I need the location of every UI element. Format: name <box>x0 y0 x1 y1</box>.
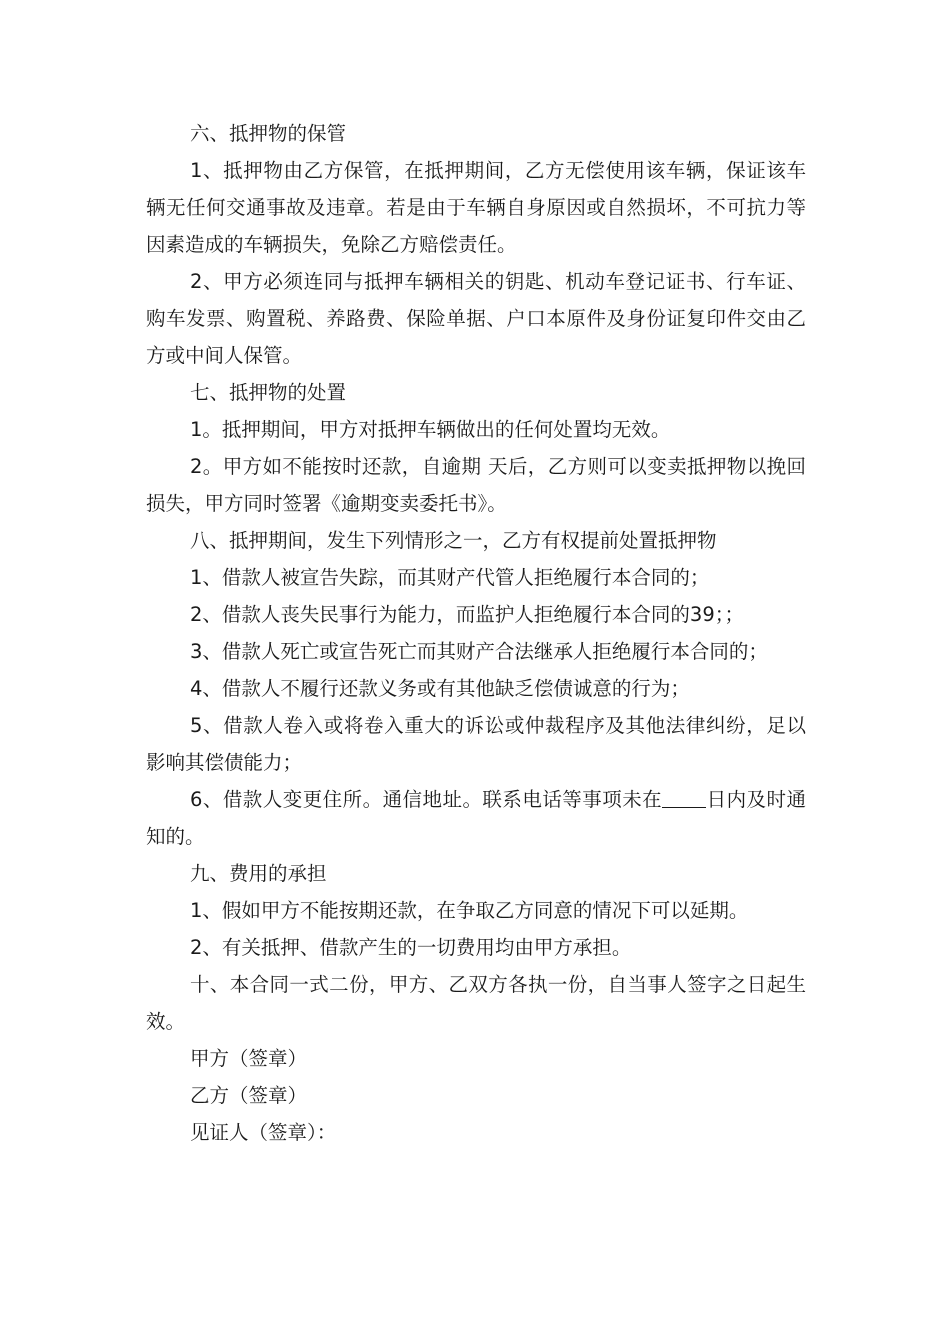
section-heading-expenses: 九、费用的承担 <box>190 862 327 885</box>
disposal-clause-2: 2。甲方如不能按时还款，自逾期 天后，乙方则可以变卖抵押物以挽回损失，甲方同时签署《逾期变卖委托书》。 <box>146 455 806 515</box>
custody-clause-1: 1、抵押物由乙方保管，在抵押期间，乙方无偿使用该车辆，保证该车辆无任何交通事故及违章。若是由于车辆自身原因或自然损坏，不可抗力等因素造成的车辆损失，免除乙方赔偿责任。 <box>146 159 806 256</box>
expenses-clause-1: 1、假如甲方不能按期还款，在争取乙方同意的情况下可以延期。 <box>190 899 749 922</box>
section-heading-custody: 六、抵押物的保管 <box>190 122 347 145</box>
fill-in-blank <box>662 785 706 808</box>
early-disposal-clause-6 <box>146 781 806 855</box>
contract-body <box>146 115 806 1151</box>
early-disposal-clause-1: 1、借款人被宣告失踪，而其财产代管人拒绝履行本合同的； <box>190 566 710 589</box>
early-disposal-clause-3: 3、借款人死亡或宣告死亡而其财产合法继承人拒绝履行本合同的； <box>190 640 768 663</box>
disposal-clause-1: 1。抵押期间，甲方对抵押车辆做出的任何处置均无效。 <box>190 418 671 441</box>
custody-clause-2: 2、甲方必须连同与抵押车辆相关的钥匙、机动车登记证书、行车证、购车发票、购置税、养路费、保险单据、户口本原件及身份证复印件交由乙方或中间人保管。 <box>146 270 806 367</box>
early-disposal-clause-2: 2、借款人丧失民事行为能力，而监护人拒绝履行本合同的39；； <box>190 603 744 626</box>
final-clause: 十、本合同一式二份，甲方、乙双方各执一份，自当事人签字之日起生效。 <box>146 973 806 1033</box>
clause-6-suffix: 日内及时通知的。 <box>146 788 806 848</box>
clause-6-prefix: 6、借款人变更住所。通信地址。联系电话等事项未在 <box>190 788 663 811</box>
section-heading-disposal: 七、抵押物的处置 <box>190 381 347 404</box>
party-a-signature: 甲方（签章） <box>190 1047 308 1070</box>
section-heading-early-disposal: 八、抵押期间，发生下列情形之一，乙方有权提前处置抵押物 <box>190 529 717 552</box>
party-b-signature: 乙方（签章） <box>190 1084 308 1107</box>
early-disposal-clause-4: 4、借款人不履行还款义务或有其他缺乏偿债诚意的行为； <box>190 677 690 700</box>
witness-signature: 见证人（签章）： <box>190 1121 337 1144</box>
early-disposal-clause-5: 5、借款人卷入或将卷入重大的诉讼或仲裁程序及其他法律纠纷，足以影响其偿债能力； <box>146 714 806 774</box>
expenses-clause-2: 2、有关抵押、借款产生的一切费用均由甲方承担。 <box>190 936 632 959</box>
